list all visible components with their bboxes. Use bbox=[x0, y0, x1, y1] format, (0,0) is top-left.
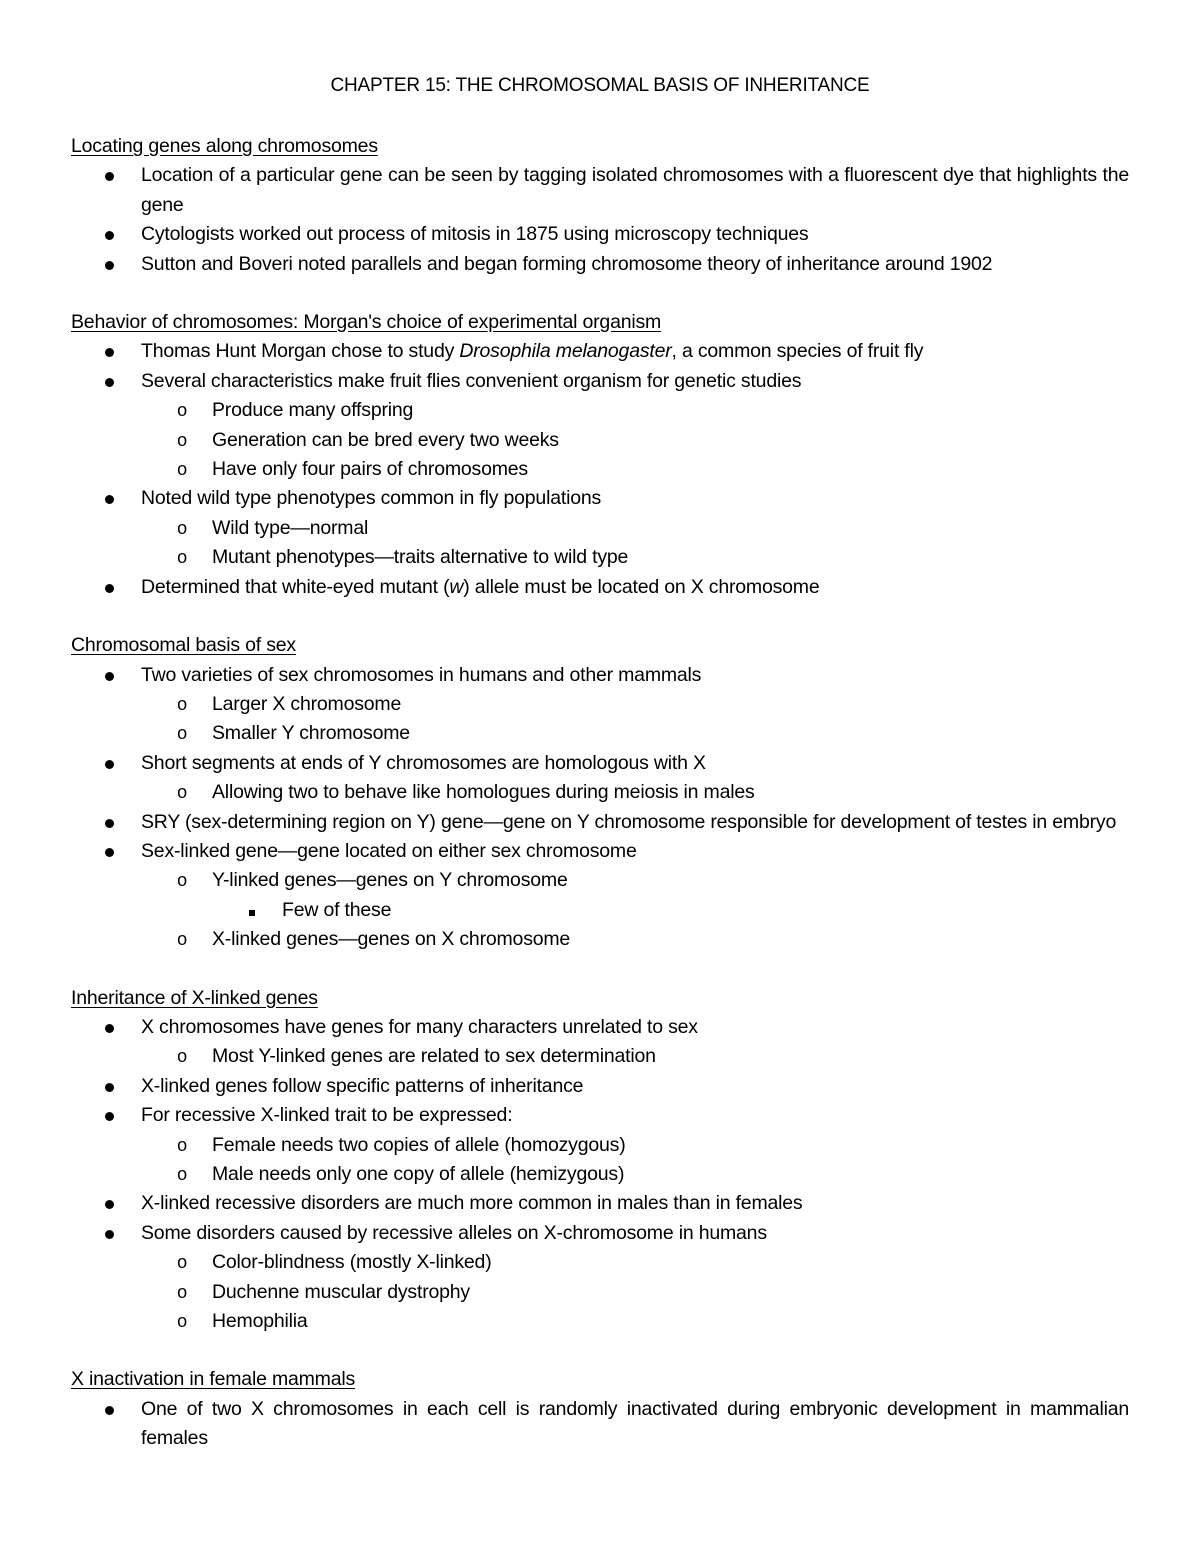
section-heading: Chromosomal basis of sex bbox=[71, 634, 296, 657]
bullet-icon bbox=[99, 250, 119, 279]
list-item: Short segments at ends of Y chromosomes are homologous with X bbox=[71, 749, 1129, 778]
list-item: X-linked genes follow specific patterns of inheritance bbox=[71, 1072, 1129, 1101]
sub-list-item: o Smaller Y chromosome bbox=[71, 719, 1129, 748]
circle-bullet-icon: o bbox=[177, 1046, 187, 1067]
circle-bullet-icon: o bbox=[177, 1311, 187, 1332]
sub-list-item: o Larger X chromosome bbox=[71, 690, 1129, 719]
list-item: X chromosomes have genes for many characters unrelated to sex bbox=[71, 1013, 1129, 1042]
sub-list-item: o Allowing two to behave like homologues during meiosis in males bbox=[71, 778, 1129, 807]
circle-bullet-icon: o bbox=[177, 693, 187, 714]
bullet-icon bbox=[99, 1072, 119, 1101]
sub-list-item: o Most Y-linked genes are related to sex determination bbox=[71, 1042, 1129, 1071]
sub-list-item: o Produce many offspring bbox=[71, 396, 1129, 425]
circle-bullet-icon: o bbox=[177, 1252, 187, 1273]
sub-list-item: o Male needs only one copy of allele (hemizygous) bbox=[71, 1160, 1129, 1189]
notes-body bbox=[71, 132, 1129, 1483]
list-item: SRY (sex-determining region on Y) gene—gene on Y chromosome responsible for development of testes in embryo bbox=[71, 808, 1129, 837]
list-item: Two varieties of sex chromosomes in humans and other mammals bbox=[71, 661, 1129, 690]
circle-bullet-icon: o bbox=[177, 1164, 187, 1184]
bullet-icon bbox=[99, 573, 119, 602]
chapter-title: CHAPTER 15: THE CHROMOSOMAL BASIS OF INHERITANCE bbox=[330, 75, 870, 96]
list-item: Noted wild type phenotypes common in fly populations bbox=[71, 484, 1129, 513]
list-item: X-linked recessive disorders are much more common in males than in females bbox=[71, 1189, 1129, 1218]
square-bullet-icon bbox=[242, 896, 262, 925]
bullet-icon bbox=[99, 367, 119, 396]
list-item: For recessive X-linked trait to be expressed: bbox=[71, 1101, 1129, 1130]
list-item: Sutton and Boveri noted parallels and began forming chromosome theory of inheritance around 1902 bbox=[71, 250, 1129, 279]
bullet-icon bbox=[99, 1395, 119, 1424]
list-item: Cytologists worked out process of mitosis in 1875 using microscopy techniques bbox=[71, 220, 1129, 249]
sub-list-item: o Generation can be bred every two weeks bbox=[71, 426, 1129, 455]
section-heading: X inactivation in female mammals bbox=[71, 1368, 356, 1391]
circle-bullet-icon: o bbox=[177, 782, 187, 803]
sub-list-item: o Hemophilia bbox=[71, 1307, 1129, 1336]
section-heading: Locating genes along chromosomes bbox=[71, 135, 378, 157]
section-inheritance-x-linked bbox=[71, 984, 1129, 1337]
list-item: One of two X chromosomes in each cell is randomly inactivated during embryonic development in mammalian females bbox=[71, 1395, 1129, 1454]
circle-bullet-icon: o bbox=[177, 1134, 187, 1155]
circle-bullet-icon: o bbox=[177, 870, 187, 891]
sub-list-item: o Have only four pairs of chromosomes bbox=[71, 455, 1129, 484]
sub-sub-list-item: Few of these bbox=[71, 896, 1129, 925]
list-item: Thomas Hunt Morgan chose to study Drosophila melanogaster, a common species of fruit fly bbox=[71, 337, 1129, 366]
bullet-icon bbox=[99, 1101, 119, 1130]
sub-list-item: o Wild type—normal bbox=[71, 514, 1129, 543]
list-item: Sex-linked gene—gene located on either sex chromosome bbox=[71, 837, 1129, 866]
circle-bullet-icon: o bbox=[177, 547, 187, 568]
bullet-icon bbox=[99, 808, 119, 837]
section-locating-genes bbox=[71, 132, 1129, 279]
circle-bullet-icon: o bbox=[177, 459, 187, 480]
bullet-icon bbox=[99, 1013, 119, 1042]
circle-bullet-icon: o bbox=[177, 400, 187, 421]
bullet-icon bbox=[99, 749, 119, 778]
list-item: Several characteristics make fruit flies convenient organism for genetic studies bbox=[71, 367, 1129, 396]
section-chromosomal-basis-of-sex bbox=[71, 631, 1129, 954]
circle-bullet-icon: o bbox=[177, 429, 187, 450]
section-morgan-organism bbox=[71, 308, 1129, 602]
sub-list-item: o Color-blindness (mostly X-linked) bbox=[71, 1248, 1129, 1277]
bullet-icon bbox=[99, 837, 119, 866]
sub-list-item: o Mutant phenotypes—traits alternative to wild type bbox=[71, 543, 1129, 572]
circle-bullet-icon: o bbox=[177, 723, 187, 744]
sub-list-item: o Duchenne muscular dystrophy bbox=[71, 1278, 1129, 1307]
section-heading: Inheritance of X-linked genes bbox=[71, 986, 318, 1009]
list-item: Some disorders caused by recessive alleles on X-chromosome in humans bbox=[71, 1219, 1129, 1248]
section-x-inactivation bbox=[71, 1365, 1129, 1453]
bullet-icon bbox=[99, 1189, 119, 1218]
circle-bullet-icon: o bbox=[177, 1281, 187, 1302]
bullet-icon bbox=[99, 484, 119, 513]
bullet-icon bbox=[99, 1219, 119, 1248]
section-heading: Behavior of chromosomes: Morgan's choice of experimental organism bbox=[71, 311, 662, 334]
bullet-icon bbox=[99, 220, 119, 249]
list-item: Location of a particular gene can be seen by tagging isolated chromosomes with a fluorescent dye that highlights the gene bbox=[71, 161, 1129, 220]
sub-list-item: o X-linked genes—genes on X chromosome bbox=[71, 925, 1129, 954]
circle-bullet-icon: o bbox=[177, 929, 187, 950]
sub-list-item: o Female needs two copies of allele (homozygous) bbox=[71, 1131, 1129, 1160]
sub-list-item: o Y-linked genes—genes on Y chromosome bbox=[71, 866, 1129, 895]
bullet-icon bbox=[99, 161, 119, 190]
list-item: Determined that white-eyed mutant (w) allele must be located on X chromosome bbox=[71, 573, 1129, 602]
bullet-icon bbox=[99, 337, 119, 366]
circle-bullet-icon: o bbox=[177, 517, 187, 538]
bullet-icon bbox=[99, 661, 119, 690]
